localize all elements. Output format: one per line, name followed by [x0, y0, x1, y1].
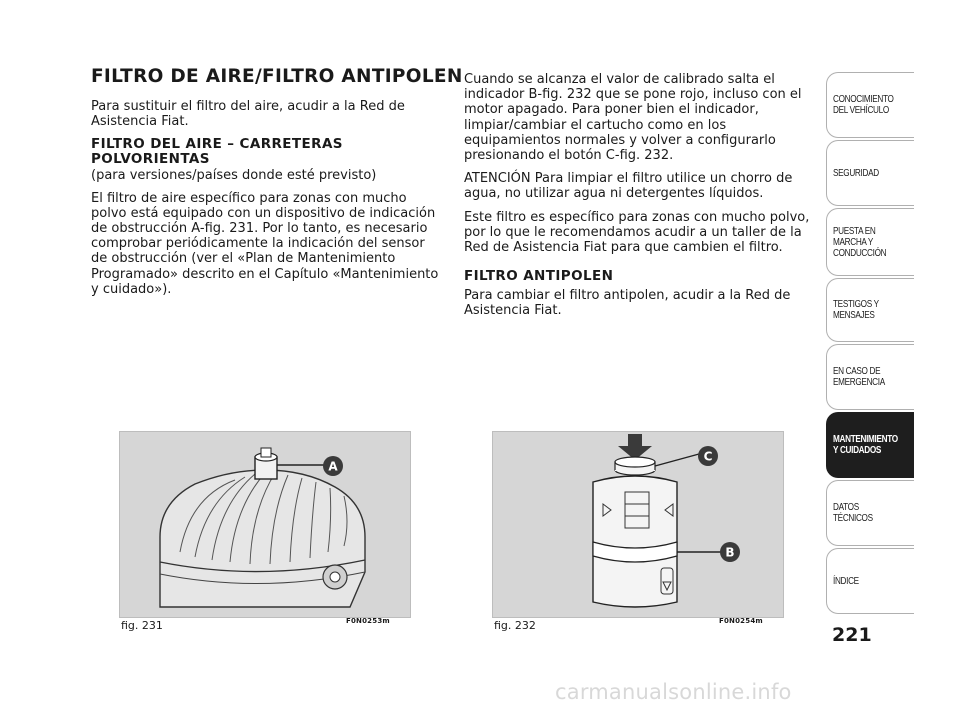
section-title: FILTRO DE AIRE/FILTRO ANTIPOLEN	[91, 66, 463, 87]
left-column	[91, 66, 463, 305]
callout-a: A	[328, 459, 338, 474]
attention-paragraph: ATENCIÓN Para limpiar el filtro utilice un chorro de agua, no utilizar agua ni detergentes líquidos.	[464, 171, 793, 202]
callout-b: B	[725, 545, 735, 560]
page-number: 221	[832, 624, 872, 646]
tab-conocimiento-vehiculo[interactable]: CONOCIMIENTO DEL VEHÍCULO	[826, 72, 914, 138]
dusty-filter-paragraph: El filtro de aire específico para zonas con mucho polvo está equipado con un dispositivo de indicación de obstrucción A-fig. 231. Por lo tanto, es necesario comprobar periódicamente la indicación del sensor de obstrucción (ver el «Plan de Mantenimiento Programado» descrito en el Capítulo «Mantenimiento y cuidado»).	[91, 190, 439, 297]
tab-mantenimiento-cuidados[interactable]: MANTENIMIENTO Y CUIDADOS	[826, 412, 914, 478]
tab-seguridad[interactable]: SEGURIDAD	[826, 140, 914, 206]
indicator-illustration	[493, 432, 783, 617]
intro-paragraph: Para sustituir el filtro del aire, acudir a la Red de Asistencia Fiat.	[91, 99, 405, 130]
indicator-paragraph: Cuando se alcanza el valor de calibrado salta el indicador B-fig. 232 que se pone rojo, incluso con el motor apagado. Para poner bien el indicador, limpiar/cambiar el cartucho como en los equipamientos normales y volver a configurarlo presionando el botón C-fig. 232.	[464, 72, 802, 164]
right-column	[464, 72, 819, 327]
tab-datos-tecnicos[interactable]: DATOS TÉCNICOS	[826, 480, 914, 546]
pollen-filter-paragraph: Para cambiar el filtro antipolen, acudir a la Red de Asistencia Fiat.	[464, 288, 791, 319]
subtitle-pollen-filter: FILTRO ANTIPOLEN	[464, 268, 614, 285]
figure-231-code: F0N0253m	[346, 617, 390, 625]
subtitle-dusty-roads: FILTRO DEL AIRE – CARRETERAS POLVORIENTAS	[91, 136, 343, 168]
figure-231-caption: fig. 231	[121, 619, 163, 632]
subtitle-note: (para versiones/países donde esté previsto)	[91, 168, 377, 184]
figure-231-air-filter	[119, 431, 411, 618]
workshop-paragraph: Este filtro es específico para zonas con mucho polvo, por lo que le recomendamos acudir a un taller de la Red de Asistencia Fiat para que cambien el filtro.	[464, 209, 810, 256]
figure-232-indicator	[492, 431, 784, 618]
tab-puesta-en-marcha[interactable]: PUESTA EN MARCHA Y CONDUCCIÓN	[826, 208, 914, 276]
watermark: carmanualsonline.info	[555, 680, 792, 704]
callout-c: C	[703, 449, 713, 464]
figure-232-caption: fig. 232	[494, 619, 536, 632]
tab-testigos-mensajes[interactable]: TESTIGOS Y MENSAJES	[826, 278, 914, 342]
figure-232-code: F0N0254m	[719, 617, 763, 625]
air-filter-illustration	[120, 432, 410, 617]
tab-indice[interactable]: ÍNDICE	[826, 548, 914, 614]
tab-en-caso-emergencia[interactable]: EN CASO DE EMERGENCIA	[826, 344, 914, 410]
